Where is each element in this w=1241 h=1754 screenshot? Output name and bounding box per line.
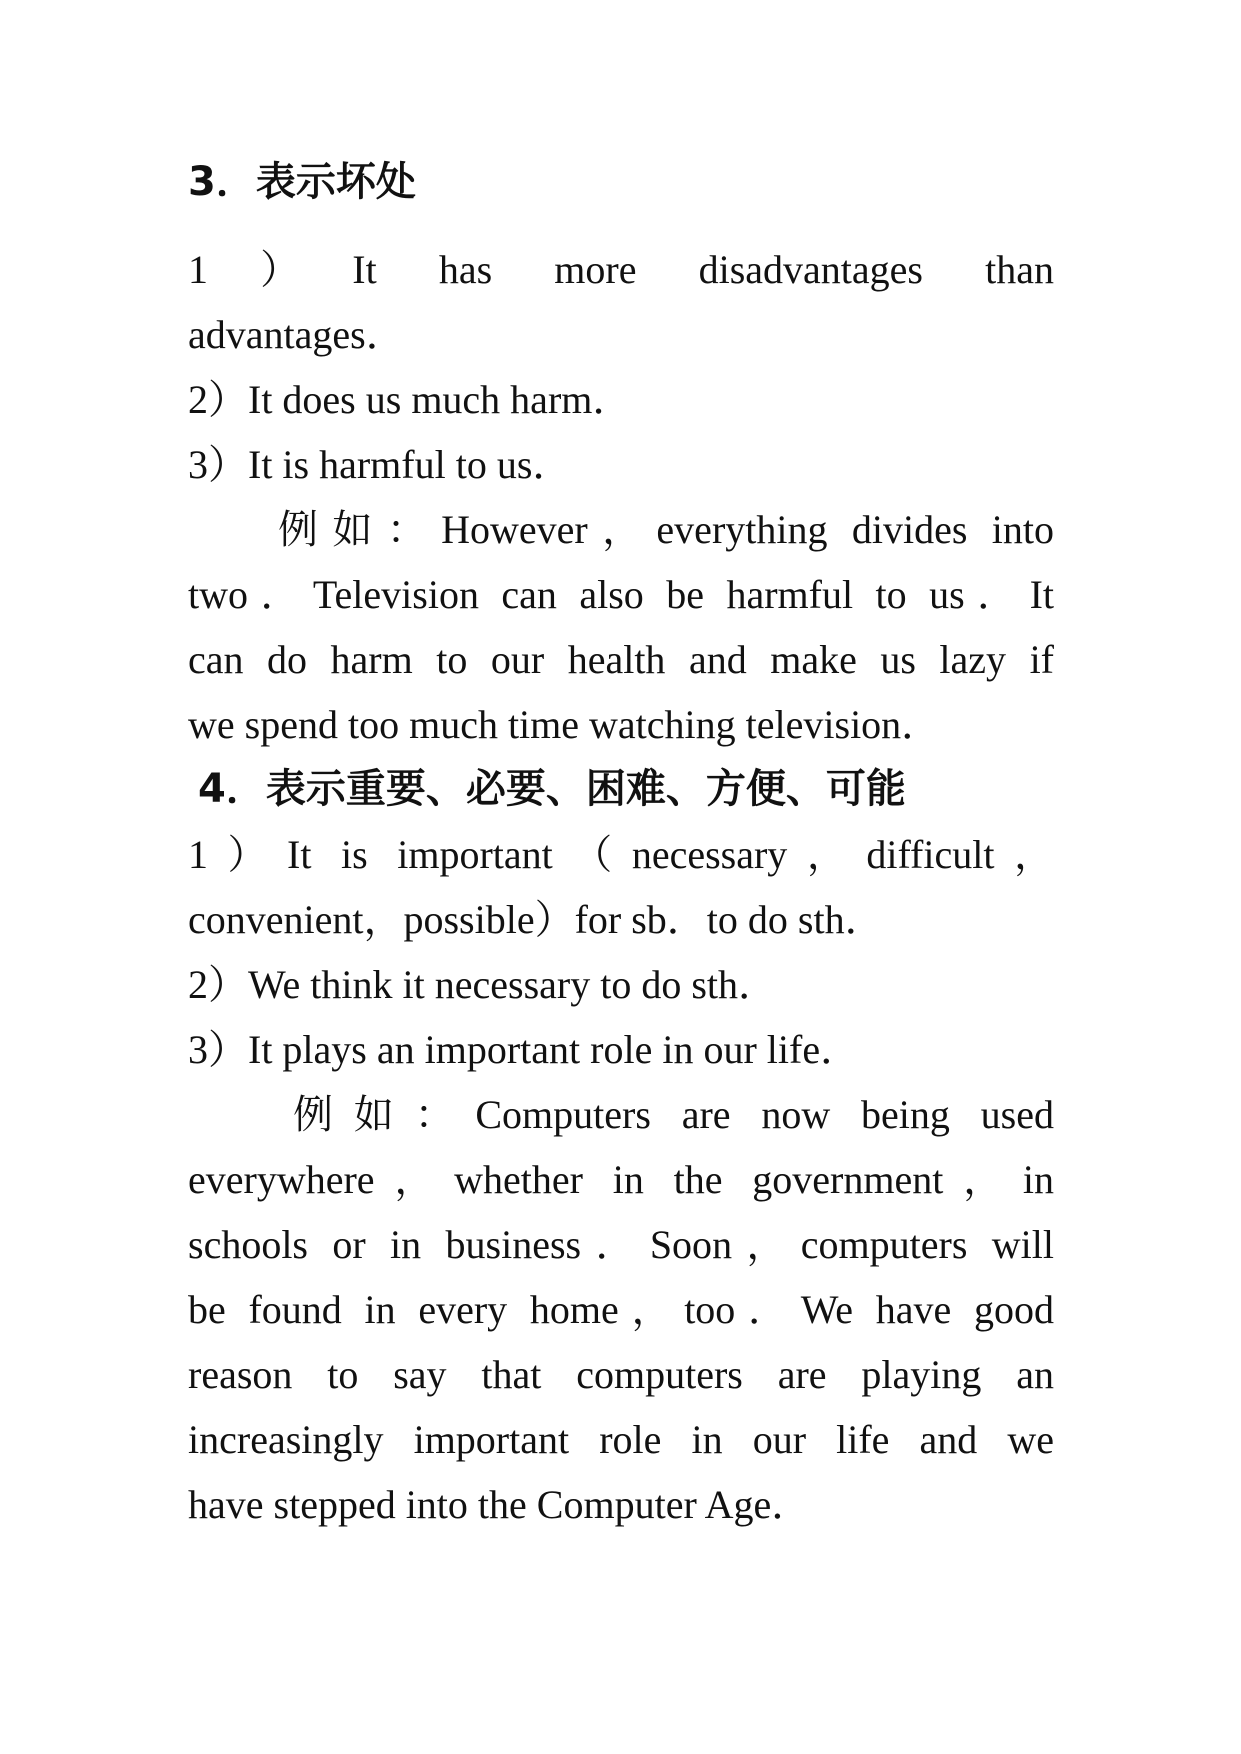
example-line: be found in every home，too．We have good xyxy=(188,1287,1054,1332)
example-line: reason to say that computers are playing an xyxy=(188,1352,1054,1397)
list-item: 1）It is important（necessary，difficult， xyxy=(188,832,1054,877)
list-item: 2）It does us much harm． xyxy=(188,377,633,422)
list-item: 3）It is harmful to us． xyxy=(188,442,573,487)
list-item: 2）We think it necessary to do sth． xyxy=(188,962,779,1007)
document-page xyxy=(188,150,1054,1537)
list-item: 3）It plays an important role in our life． xyxy=(188,1027,861,1072)
section-disadvantages xyxy=(188,150,1054,757)
example-line: increasingly important role in our life and we xyxy=(188,1417,1054,1462)
section-importance xyxy=(188,757,1054,1537)
example-line: 例如：Computers are now being used xyxy=(293,1092,1054,1137)
list-item: 1）It has more disadvantages than xyxy=(188,247,1054,292)
example-line: have stepped into the Computer Age． xyxy=(188,1482,812,1527)
list-item-continuation: advantages． xyxy=(188,312,406,357)
example-line: can do harm to our health and make us lazy if xyxy=(188,637,1054,682)
example-line: schools or in business．Soon，computers will xyxy=(188,1222,1054,1267)
example-line: two．Television can also be harmful to us．It xyxy=(188,572,1054,617)
list-item-continuation: convenient，possible）for sb．to do sth． xyxy=(188,897,885,942)
example-paragraph xyxy=(188,1082,1054,1537)
example-paragraph xyxy=(188,497,1054,757)
example-line: 例如：However，everything divides into xyxy=(278,507,1054,552)
example-line: we spend too much time watching television． xyxy=(188,702,942,747)
section-heading: 4．表示重要、必要、困难、方便、可能 xyxy=(198,766,906,812)
example-line: everywhere，whether in the government，in xyxy=(188,1157,1054,1202)
section-heading: 3．表示坏处 xyxy=(188,159,416,205)
